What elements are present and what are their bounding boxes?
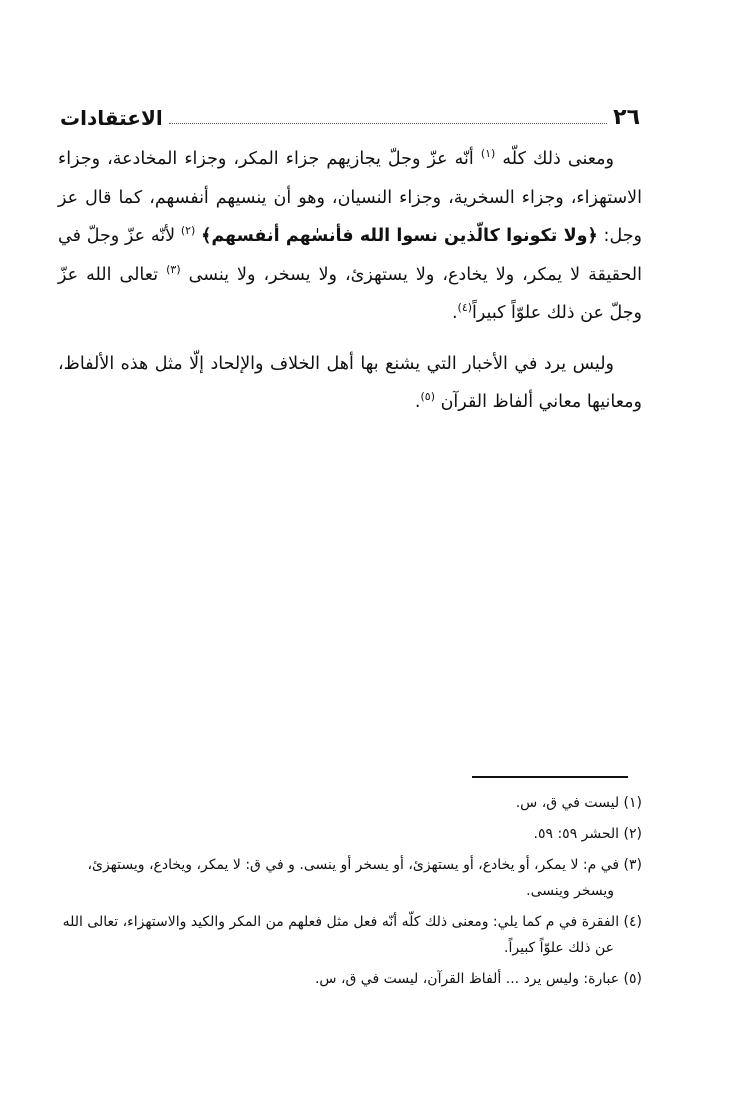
footnote-2: (٢) الحشر ٥٩: ٥٩. bbox=[533, 826, 642, 842]
footnotes bbox=[58, 790, 642, 997]
running-title: الاعتقادات bbox=[60, 106, 163, 130]
main-text bbox=[58, 140, 642, 422]
footnote-separator bbox=[472, 776, 628, 778]
footnote-ref-3: (٣) bbox=[166, 262, 181, 276]
footnote-ref-4: (٤) bbox=[457, 301, 473, 315]
page-header bbox=[60, 100, 640, 130]
dotted-leader bbox=[169, 122, 607, 124]
paragraph-2 bbox=[58, 345, 642, 422]
p1-text-c: لأنّه عزّ وجلّ في الحقيقة لا يمكر، ولا يخادع، ولا يستهزئ، ولا يسخر، ولا ينسى bbox=[58, 226, 643, 285]
footnote-3: (٣) في م: لا يمكر، أو يخادع، أو يستهزئ، أو يسخر أو ينسى. و في ق: لا يمكر، ويخادع، ويستهزئ، ويسخر وينسى. bbox=[87, 857, 642, 899]
p2-text-b: . bbox=[414, 392, 421, 412]
footnote-1: (١) ليست في ق، س. bbox=[515, 795, 642, 811]
footnote-4: (٤) الفقرة في م كما يلي: ومعنى ذلك كلّه أنّه فعل مثل فعلهم من المكر والكيد والاستهزاء، تعالى الله عن ذلك علوّاً كبيراً. bbox=[62, 914, 642, 956]
footnote-5: (٥) عبارة: وليس يرد ... ألفاظ القرآن، ليست في ق، س. bbox=[314, 971, 642, 987]
footnote-ref-2: (٢) bbox=[180, 224, 196, 238]
p2-text-a: وليس يرد في الأخبار التي يشنع بها أهل الخلاف والإلحاد إلّا مثل هذه الألفاظ، ومعانيها معاني ألفاظ القرآن bbox=[58, 353, 642, 412]
paragraph-1 bbox=[58, 140, 642, 333]
quran-quote: ﴿ولا تكونوا كالّذين نسوا الله فأنسٰهم أنفسهم﴾ bbox=[201, 226, 598, 246]
p1-text-e: . bbox=[451, 303, 458, 323]
footnote-ref-1: (١) bbox=[480, 147, 496, 161]
p1-text-a: ومعنى ذلك كلّه bbox=[502, 149, 615, 169]
page-number: ٢٦ bbox=[613, 105, 640, 130]
p1-text-d: تعالى الله عزّ وجلّ عن ذلك علوّاً كبيراً bbox=[58, 264, 642, 323]
p1-text-b: أنّه عزّ وجلّ يجازيهم جزاء المكر، وجزاء المخادعة، وجزاء الاستهزاء، وجزاء السخرية، وجزاء النسيان، وهو أن ينسيهم أنفسهم، كما قال عز وجل: bbox=[58, 149, 642, 246]
footnote-ref-5: (٥) bbox=[420, 390, 435, 404]
